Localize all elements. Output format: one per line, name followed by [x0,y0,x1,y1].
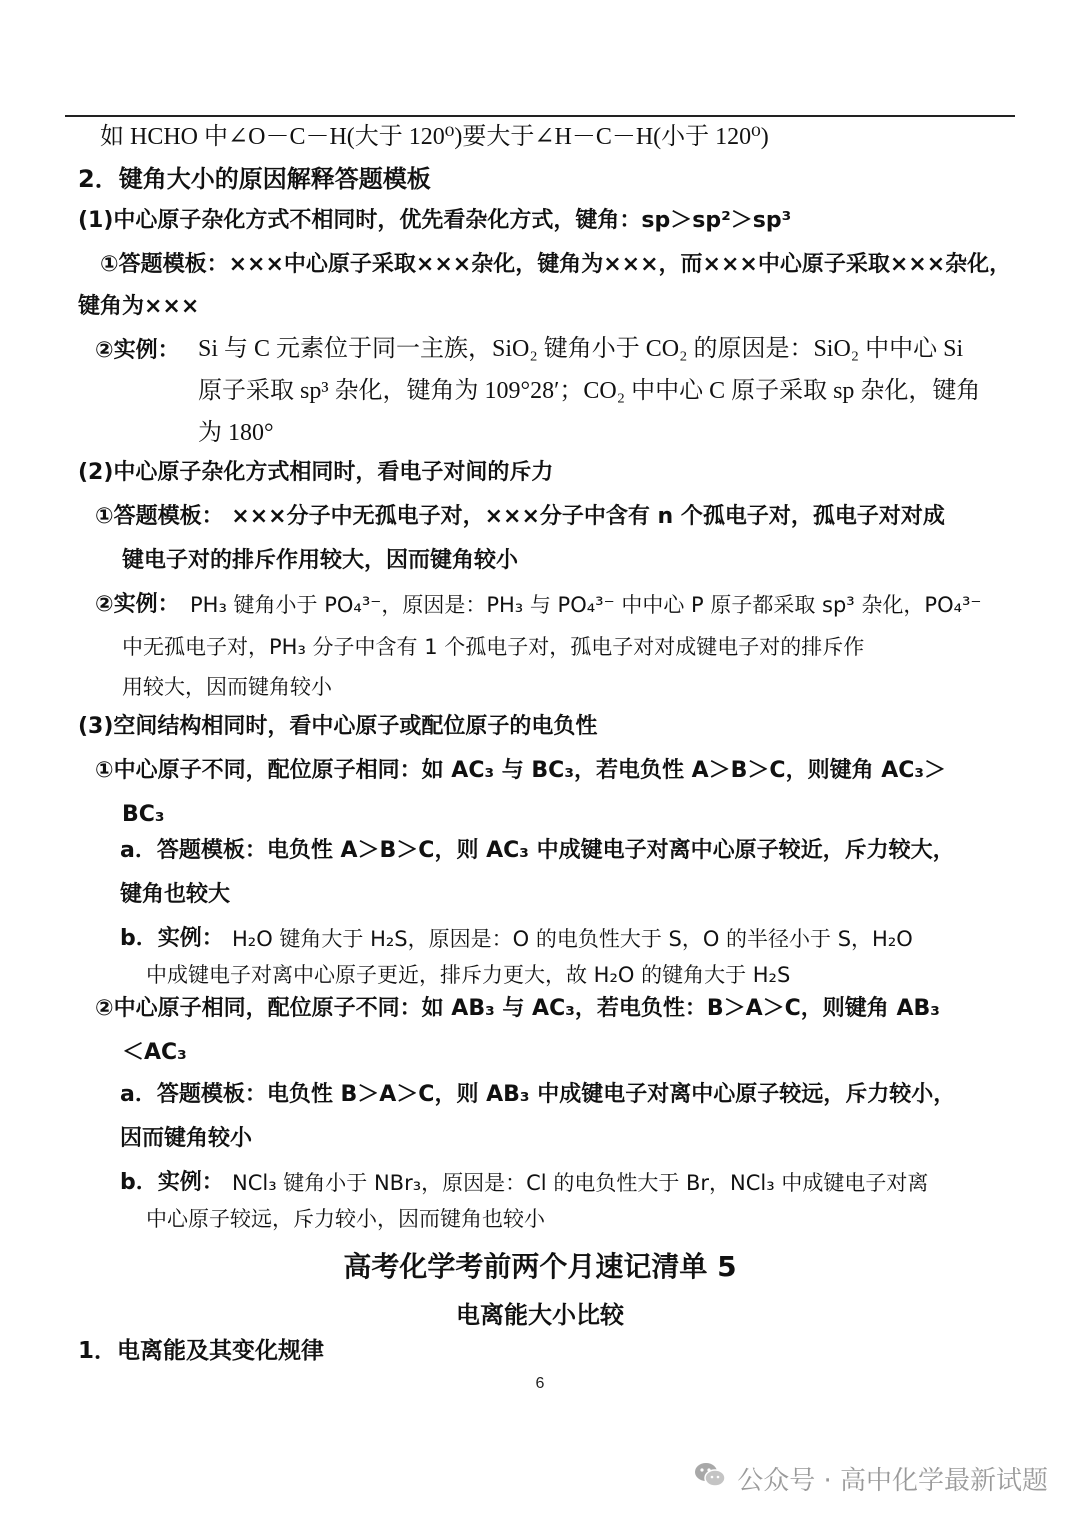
header-rule [65,115,1015,117]
text-line: ＜AC₃ [122,1040,187,1065]
text-line: H₂O 键角大于 H₂S，原因是：O 的电负性大于 S，O 的半径小于 S，H₂O [232,927,913,951]
text-line: ②中心原子相同，配位原子不同：如 AB₃ 与 AC₃，若电负性：B＞A＞C，则键角 AB₃ [95,996,940,1021]
subheading-1: (1)中心原子杂化方式不相同时，优先看杂化方式，键角：sp＞sp²＞sp³ [78,208,792,233]
watermark [693,1458,1048,1498]
text-line: 键角也较大 [120,882,231,907]
example-label: ②实例： [95,592,180,617]
example-label: b．实例： [120,1170,224,1195]
text-line: a．答题模板：电负性 B＞A＞C，则 AB₃ 中成键电子对离中心原子较远，斥力较小， [120,1082,956,1107]
subheading-2: (2)中心原子杂化方式相同时，看电子对间的斥力 [78,460,554,485]
text-line: PH₃ 键角小于 PO₄³⁻，原因是：PH₃ 与 PO₄³⁻ 中中心 P 原子都采取 sp³ 杂化，PO₄³⁻ [190,593,982,617]
text-line: a．答题模板：电负性 A＞B＞C，则 AC₃ 中成键电子对离中心原子较近，斥力较大， [120,838,955,863]
wechat-icon [693,1460,727,1497]
text-line: ①答题模板：×××中心原子采取×××杂化，键角为×××，而×××中心原子采取×××杂化， [100,252,1012,277]
text-line: Si 与 C 元素位于同一主族，SiO₂ 键角小于 CO₂ 的原因是：SiO₂ 中中心 Si [198,336,964,362]
watermark-text: 公众号 · 高中化学最新试题 [737,1465,1048,1496]
text-line: BC₃ [122,802,165,827]
text-line: 用较大，因而键角较小 [122,675,332,699]
text-line: NCl₃ 键角小于 NBr₃，原因是：Cl 的电负性大于 Br，NCl₃ 中成键电子对离 [232,1171,929,1195]
text-line: 原子采取 sp³ 杂化，键角为 109°28′；CO₂ 中中心 C 原子采取 sp 杂化，键角 [198,378,981,404]
example-label: ②实例： [95,338,180,363]
text-line: 中成键电子对离中心原子更近，排斥力更大，故 H₂O 的键角大于 H₂S [146,963,791,987]
heading-1: 1．电离能及其变化规律 [78,1338,325,1364]
example-label: b．实例： [120,926,224,951]
text-line: 键电子对的排斥作用较大，因而键角较小 [122,548,519,573]
text-line: 为 180° [198,420,274,446]
text-line: 如 HCHO 中∠O－C－H(大于 120⁰)要大于∠H－C－H(小于 120⁰) [100,124,769,150]
text-line: ①答题模板： ×××分子中无孤电子对，×××分子中含有 n 个孤电子对，孤电子对对成 [95,504,945,529]
section-title: 高考化学考前两个月速记清单 5 [343,1250,737,1283]
section-subtitle: 电离能大小比较 [456,1301,624,1329]
text-line: ①中心原子不同，配位原子相同：如 AC₃ 与 BC₃，若电负性 A＞B＞C，则键角 AC₃＞ [95,758,947,783]
text-line: 中无孤电子对，PH₃ 分子中含有 1 个孤电子对，孤电子对对成键电子对的排斥作 [122,635,865,659]
heading-2: 2．键角大小的原因解释答题模板 [78,165,431,193]
text-line: 因而键角较小 [120,1126,253,1151]
page-number: 6 [535,1375,545,1392]
text-line: 键角为××× [78,294,200,319]
subheading-3: (3)空间结构相同时，看中心原子或配位原子的电负性 [78,714,598,739]
text-line: 中心原子较远，斥力较小，因而键角也较小 [146,1207,545,1231]
